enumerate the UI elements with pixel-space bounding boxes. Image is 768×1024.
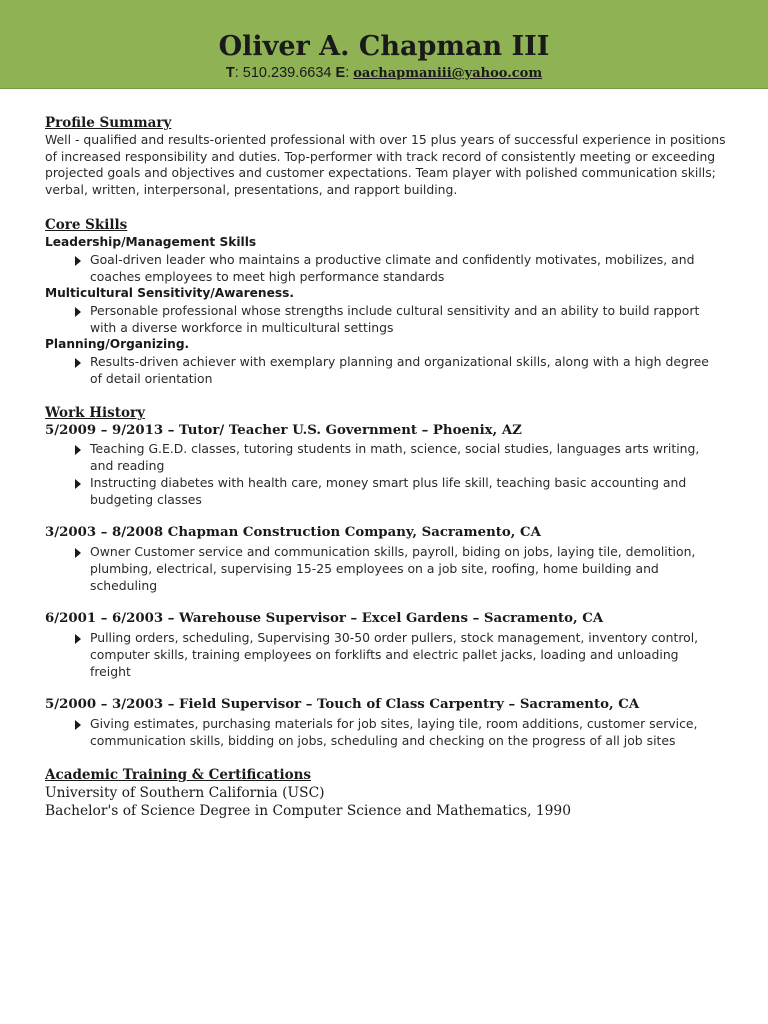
phone-number: 510.239.6634 [242,65,332,81]
bullet-arrow-icon [75,256,81,266]
bullet-arrow-icon [75,445,81,455]
bullet-arrow-icon [75,307,81,317]
skill-group-heading: Multicultural Sensitivity/Awareness. [45,286,294,300]
job-heading: 5/2009 – 9/2013 – Tutor/ Teacher U.S. Government – Phoenix, AZ [45,423,522,438]
bullet-arrow-icon [75,720,81,730]
skill-group-heading: Leadership/Management Skills [45,235,257,249]
job-heading: 3/2003 – 8/2008 Chapman Construction Company, Sacramento, CA [45,525,541,540]
work-history-heading: Work History [45,405,145,421]
job-heading: 6/2001 – 6/2003 – Warehouse Supervisor – Excel Gardens – Sacramento, CA [45,611,604,626]
candidate-name: Oliver A. Chapman III [218,31,550,62]
education-line: Bachelor's of Science Degree in Computer Science and Mathematics, 1990 [45,803,571,819]
profile-summary-heading: Profile Summary [45,115,172,131]
job-bullet: Owner Customer service and communication skills, payroll, biding on jobs, laying tile, demolition, plumbing, electrical, supervising 15-25 employees on a job site, roofing, home building and scheduling [75,544,715,594]
bullet-arrow-icon [75,479,81,489]
contact-line: T: 510.239.6634 E: oachapmaniii@yahoo.com [225,65,543,81]
skill-group-heading: Planning/Organizing. [45,337,190,351]
skill-bullet: Results-driven achiever with exemplary planning and organizational skills, along with a high degree of detail orientation [75,354,715,388]
job-bullet: Giving estimates, purchasing materials for job sites, laying tile, room additions, customer service, communication skills, bidding on jobs, scheduling and checking on the progress of all job sites [75,716,715,750]
core-skills-heading: Core Skills [45,217,128,233]
skill-bullet: Goal-driven leader who maintains a productive climate and confidently motivates, mobilizes, and coaches employees to meet high performance standards [75,252,715,286]
skill-bullet: Personable professional whose strengths include cultural sensitivity and an ability to build rapport with a diverse workforce in multicultural settings [75,303,715,337]
job-bullet: Teaching G.E.D. classes, tutoring students in math, science, social studies, languages arts writing, and reading [75,441,715,475]
profile-summary-text: Well - qualified and results-oriented professional with over 15 plus years of successful experience in positions of increased responsibility and duties. Top-performer with track record of consistently meeting or exceeding projected goals and objectives and customer expectations. Team player with polished communication skills; verbal, written, interpersonal, presentations, and rapport building. [45,132,726,197]
bullet-arrow-icon [75,358,81,368]
job-bullet: Instructing diabetes with health care, money smart plus life skill, teaching basic accounting and budgeting classes [75,475,715,509]
education-heading: Academic Training & Certifications [45,767,312,783]
job-heading: 5/2000 – 3/2003 – Field Supervisor – Touch of Class Carpentry – Sacramento, CA [45,697,640,712]
phone-label: T [225,65,235,81]
bullet-arrow-icon [75,548,81,558]
job-bullet: Pulling orders, scheduling, Supervising 30-50 order pullers, stock management, inventory control, computer skills, training employees on forklifts and electric pallet jacks, loading and unloading freight [75,630,715,680]
education-line: University of Southern California (USC) [45,785,325,801]
resume-header [0,0,768,89]
email-label: E [335,65,346,81]
bullet-arrow-icon [75,634,81,644]
email-link[interactable]: oachapmaniii@yahoo.com [353,66,543,81]
